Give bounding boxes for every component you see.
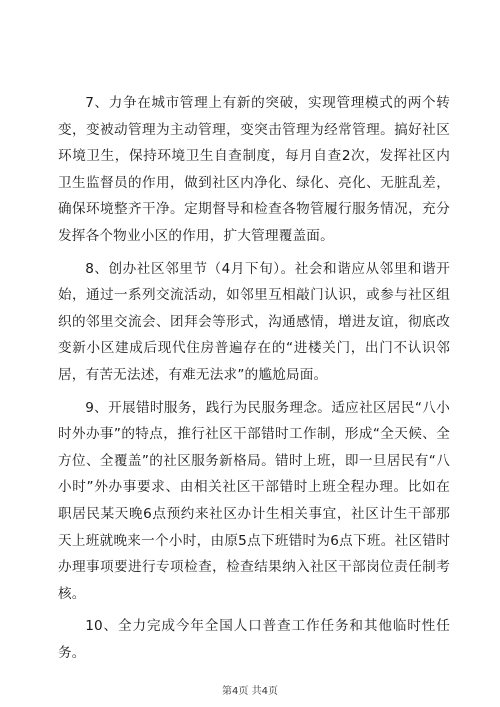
paragraph-item-7: 7、力争在城市管理上有新的突破，实现管理模式的两个转变，变被动管理为主动管理，变突击管理为经常管理。搞好社区环境卫生，保持环境卫生自查制度，每月自查2次，发挥社区内卫生监督员的作用，做到社区内净化、绿化、亮化、无脏乱差，确保环境整齐干净。定期督导和检查各物管履行服务情况，充分发挥各个物业小区的作用，扩大管理覆盖面。 xyxy=(58,95,450,244)
page-footer: 第4页 共4页 xyxy=(222,686,278,697)
paragraph-item-10: 10、全力完成今年全国人口普查工作任务和其他临时性任务。 xyxy=(58,618,450,661)
paragraph-item-9: 9、开展错时服务，践行为民服务理念。适应社区居民“八小时外办事”的特点，推行社区干部错时工作制，形成“全天候、全方位、全覆盖”的社区服务新格局。错时上班，即一旦居民有“八小时”外办事要求、由相关社区干部错时上班全程办理。比如在职居民某天晚6点预约来社区办计生相关事宜，社区计生干部那天上班就晚来一个小时，由原5点下班错时为6点下班。社区错时办理事项要进行专项检查，检查结果纳入社区干部岗位责任制考核。 xyxy=(58,399,450,602)
paragraph-item-8: 8、创办社区邻里节（4月下旬）。社会和谐应从邻里和谐开始，通过一系列交流活动，如邻里互相敲门认识，或参与社区组织的邻里交流会、团拜会等形式，沟通感情，增进友谊，彻底改变新小区建成后现代住房普遍存在的“进楼关门，出门不认识邻居，有苦无法述，有难无法求”的尴尬局面。 xyxy=(58,260,450,383)
document-body xyxy=(58,90,450,672)
